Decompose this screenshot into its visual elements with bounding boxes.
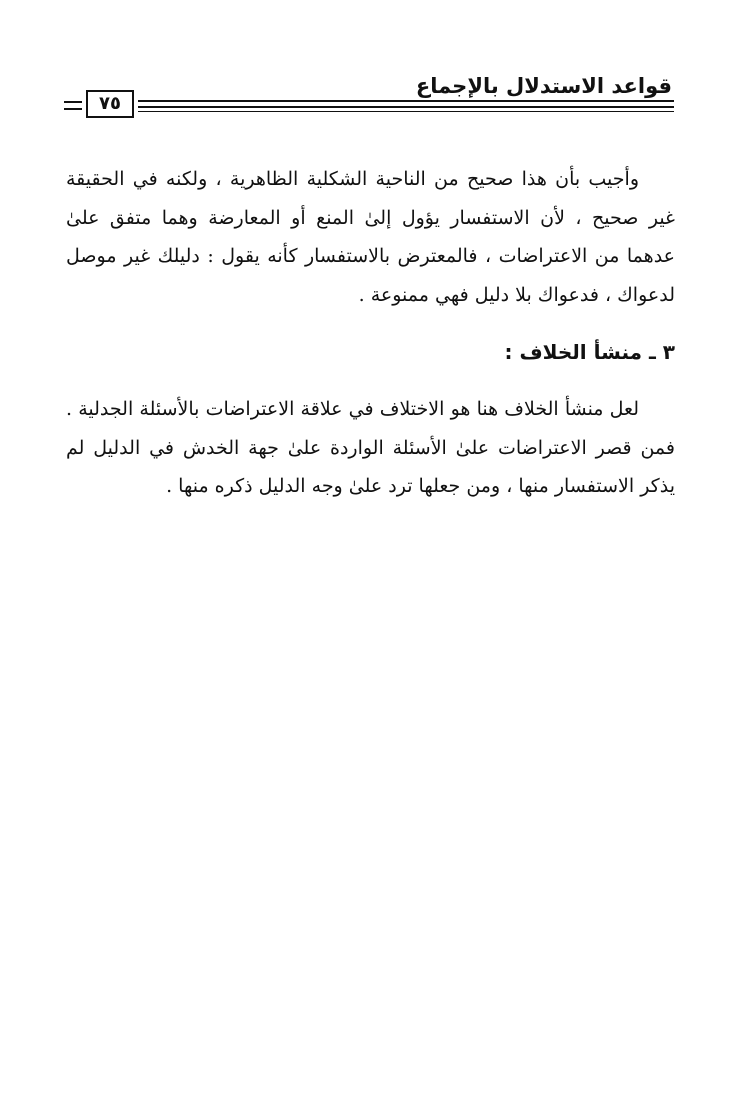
page-number: ٧٥: [86, 90, 134, 118]
paragraph-1: وأجيب بأن هذا صحيح من الناحية الشكلية الظاهرية ، ولكنه في الحقيقة غير صحيح ، لأن الاستفسار يؤول إلىٰ المنع أو المعارضة وهما متفق علىٰ عدهما من الاعتراضات ، فالمعترض بالاستفسار كأنه يقول : دليلك غير موصل لدعواك ، فدعواك بلا دليل فهي ممنوعة .: [66, 168, 675, 306]
header-dash: [64, 101, 82, 103]
header-dash: [64, 108, 82, 110]
page-header: [64, 70, 674, 122]
section-heading: ٣ ـ منشأ الخلاف :: [504, 340, 675, 364]
running-title: قواعد الاستدلال بالإجماع: [415, 74, 672, 98]
paragraph-2: لعل منشأ الخلاف هنا هو الاختلاف في علاقة الاعتراضات بالأسئلة الجدلية . فمن قصر الاعتراضات علىٰ الأسئلة الواردة علىٰ جهة الخدش في الدليل لم يذكر الاستفسار منها ، ومن جعلها ترد علىٰ وجه الدليل ذكره منها .: [66, 398, 675, 497]
header-rule: [138, 106, 674, 108]
header-rule: [138, 111, 674, 112]
header-rule: [138, 100, 674, 102]
